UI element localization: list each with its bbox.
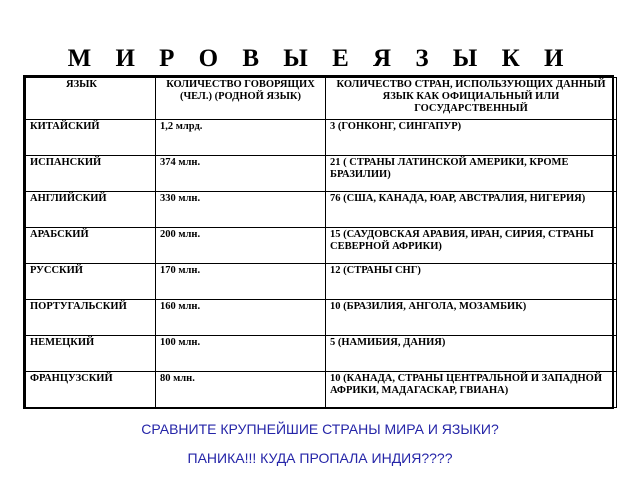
cell-countries: 76 (США, КАНАДА, ЮАР, АВСТРАЛИЯ, НИГЕРИЯ)	[326, 192, 617, 228]
header-speakers: КОЛИЧЕСТВО ГОВОРЯЩИХ (ЧЕЛ.) (РОДНОЙ ЯЗЫК)	[156, 78, 326, 120]
cell-language: РУССКИЙ	[26, 264, 156, 300]
header-countries: КОЛИЧЕСТВО СТРАН, ИСПОЛЬЗУЮЩИХ ДАННЫЙ ЯЗЫК КАК ОФИЦИАЛЬНЫЙ ИЛИ ГОСУДАРСТВЕННЫЙ	[326, 78, 617, 120]
cell-speakers: 80 млн.	[156, 372, 326, 408]
cell-speakers: 1,2 млрд.	[156, 120, 326, 156]
cell-language: ФРАНЦУЗСКИЙ	[26, 372, 156, 408]
cell-countries: 12 (СТРАНЫ СНГ)	[326, 264, 617, 300]
table-row	[26, 156, 617, 192]
cell-countries: 10 (КАНАДА, СТРАНЫ ЦЕНТРАЛЬНОЙ И ЗАПАДНОЙ АФРИКИ, МАДАГАСКАР, ГВИАНА)	[326, 372, 617, 408]
question-compare: СРАВНИТЕ КРУПНЕЙШИЕ СТРАНЫ МИРА И ЯЗЫКИ?	[141, 421, 499, 437]
table-row	[26, 120, 617, 156]
header-language: ЯЗЫК	[26, 78, 156, 120]
table-row	[26, 300, 617, 336]
cell-countries: 15 (САУДОВСКАЯ АРАВИЯ, ИРАН, СИРИЯ, СТРАНЫ СЕВЕРНОЙ АФРИКИ)	[326, 228, 617, 264]
cell-speakers: 170 млн.	[156, 264, 326, 300]
cell-language: ПОРТУГАЛЬСКИЙ	[26, 300, 156, 336]
slide-title: М И Р О В Ы Е Я З Ы К И	[67, 45, 573, 72]
table-row	[26, 192, 617, 228]
cell-language: ИСПАНСКИЙ	[26, 156, 156, 192]
cell-countries: 21 ( СТРАНЫ ЛАТИНСКОЙ АМЕРИКИ, КРОМЕ БРАЗИЛИИ)	[326, 156, 617, 192]
languages-table-frame	[23, 75, 614, 409]
cell-speakers: 330 млн.	[156, 192, 326, 228]
cell-speakers: 374 млн.	[156, 156, 326, 192]
table-row	[26, 372, 617, 408]
cell-countries: 5 (НАМИБИЯ, ДАНИЯ)	[326, 336, 617, 372]
languages-table	[25, 77, 617, 408]
cell-language: АРАБСКИЙ	[26, 228, 156, 264]
table-row	[26, 336, 617, 372]
cell-countries: 3 (ГОНКОНГ, СИНГАПУР)	[326, 120, 617, 156]
table-row	[26, 264, 617, 300]
cell-language: НЕМЕЦКИЙ	[26, 336, 156, 372]
cell-speakers: 200 млн.	[156, 228, 326, 264]
cell-language: АНГЛИЙСКИЙ	[26, 192, 156, 228]
table-header-row	[26, 78, 617, 120]
cell-speakers: 100 млн.	[156, 336, 326, 372]
table-row	[26, 228, 617, 264]
cell-countries: 10 (БРАЗИЛИЯ, АНГОЛА, МОЗАМБИК)	[326, 300, 617, 336]
cell-language: КИТАЙСКИЙ	[26, 120, 156, 156]
cell-speakers: 160 млн.	[156, 300, 326, 336]
question-india: ПАНИКА!!! КУДА ПРОПАЛА ИНДИЯ????	[187, 450, 453, 466]
